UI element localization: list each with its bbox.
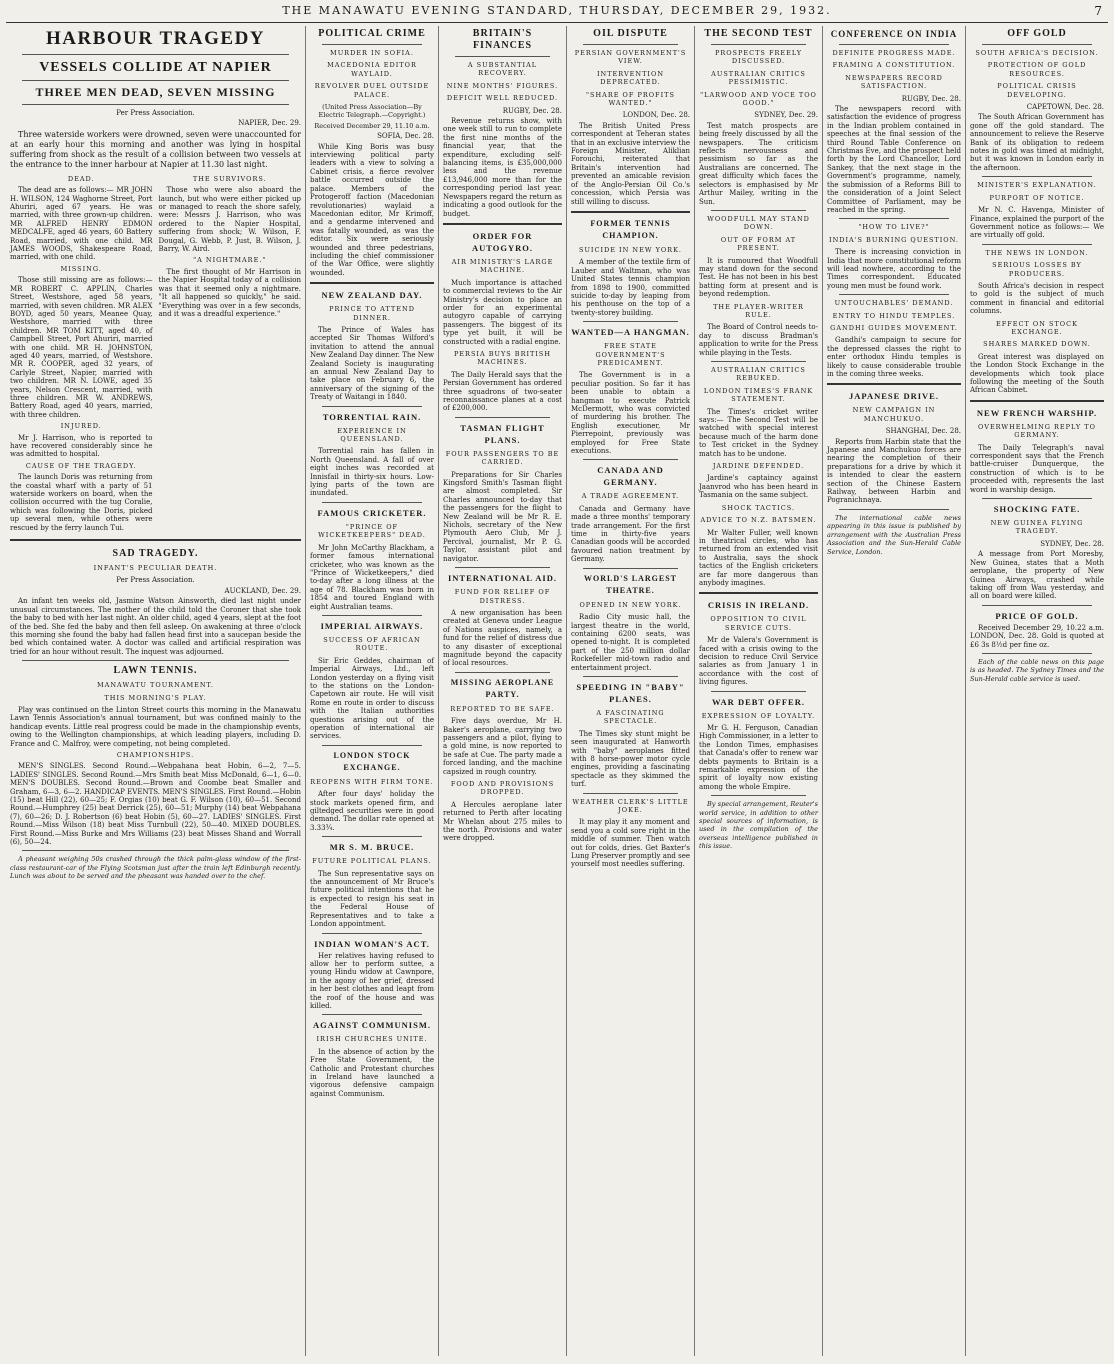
divider — [583, 459, 678, 460]
subhead-how-to-live: "HOW TO LIVE?" — [858, 223, 930, 232]
price-of-gold-text: Received December 29, 10.22 a.m. LONDON, Dec. 28. Gold is quoted at £6 3s 8½d per fine oz. — [970, 623, 1104, 649]
subhead-jardine: JARDINE DEFENDED. — [712, 462, 805, 471]
championships-results: MEN'S SINGLES. Second Round.—Webpahana beat Hobin, 6—2, 7—5. LADIES' SINGLES. Second Round.—Mrs Smith beat Miss McDonald, 6—1, 6—0. MEN'S DOUBLES. Second Round.—Brown and Coombe beat Smaller and Graham, 6—3, 6—2. HANDICAP EVENTS. MEN'S SINGLES. First Round.—Hobin (15) beat Hill (22), 60—25; F. Orgias (10) beat G. F. Wilson (10), 60—51. Second Round.—Humphrey (25) beat Derrick (25), 60—51; Murphy (14) beat Webpahana (7), 60—26; D. J. Robertson (6) beat Hobin (5), 60—27. LADIES' SINGLES. First Round.—Miss Wilson (18) beat Miss Turnbull (22), 50—40. MIXED DOUBLES. First Round.—Miss Burke and Mrs Williams (23) beat Misses Shand and Worrall (6), 50—24. — [10, 762, 301, 847]
divider — [22, 54, 289, 55]
political-crime-text: While King Boris was busy interviewing political party leaders with a view to solving a Cabinet crisis, a fierce revolver battle occurred outside the palace. Members of the Protogeroff faction (Macedonian revolutionaries) waylaid a Macedonian editor, Mr Krimoff, and a gendarme intervened and was fatally wounded, as was the editor. Six were seriously wounded and three pedestrians, including the chief commissioner of the War Office, were slightly wounded. — [310, 142, 434, 277]
subhead-civil-service-cuts: OPPOSITION TO CIVIL SERVICE CUTS. — [710, 615, 807, 632]
subhead-predicament: FREE STATE GOVERNMENT'S PREDICAMENT. — [595, 342, 666, 367]
column-second-test — [695, 26, 823, 1356]
divider — [839, 218, 949, 219]
communism-text: In the absence of action by the Free State Government, the Catholic and Protestant churches in Ireland have launched a vigorous defensive campaign against Communism. — [310, 1047, 434, 1098]
headline-harbour-tragedy: HARBOUR TRAGEDY — [45, 28, 266, 49]
divider — [455, 56, 550, 57]
reuter-footer: By special arrangement, Reuter's world service, in addition to other special sources of information, is used in the compilation of the overseas intelligence published in this issue. — [699, 800, 818, 851]
headline-japanese-drive: JAPANESE DRIVE. — [849, 391, 939, 402]
off-gold-text: The South African Government has gone off the gold standard. The announcement to relieve the Reserve Bank of its obligation to redeem notes in gold was timed at midnight, but it was known in London early in the afternoon. — [970, 113, 1104, 172]
subhead-queensland: EXPERIENCE IN QUEENSLAND. — [337, 426, 407, 444]
headline-crisis-ireland: CRISIS IN IRELAND. — [707, 600, 810, 611]
press-credit: Per Press Association. — [116, 109, 195, 117]
divider — [22, 104, 289, 105]
divider — [322, 836, 422, 837]
injured-heading: INJURED. — [60, 422, 102, 431]
headline-mr-bruce: MR S. M. BRUCE. — [329, 842, 415, 853]
subhead-new-guinea: NEW GUINEA FLYING TRAGEDY. — [990, 519, 1084, 536]
tennis-champion-text: A member of the textile firm of Lauber and Waltman, who was United States tennis champion from 1898 to 1900, committed suicide to-day by leaping from his penthouse on the top of a twenty-storey building. — [571, 258, 690, 317]
autogyro-text: Much importance is attached to commercial reviews to the Air Ministry's decision to place an order for an experimental autogyro capable of carrying passengers. The biggest of its type yet built, it will be constructed with a radial engine. — [443, 278, 562, 346]
critics-text: The Times's cricket writer says:— The Second Test will be watched with special interest because much of the harm done to Test cricket in the Sydney match has to be undone. — [699, 407, 818, 458]
sad-text: An infant ten weeks old, Jasmine Watson Ainsworth, died last night under unusual circumstances. The mother of the child told the Coroner that she took the baby to bed with her last night. An older child, aged 4 years, slept at the foot of the bed. She fed the baby and then fell asleep. On awakening at three o'clock this morning she found the baby had fallen head first into a saucepan beside the bed which contained water. A doctor was called and artificial respiration was tried for an hour without result. The inquest was adjourned. — [10, 597, 301, 656]
divider — [982, 44, 1092, 45]
divider — [455, 417, 550, 418]
divider — [982, 498, 1092, 499]
missing-aeroplane-text: Five days overdue, Mr H. Baker's aeroplane, carrying two passengers and a pilot, flying to a gold mine, is now reported to be safe at Cue. The party made a forced landing, and the machine capsized in rough country. — [443, 717, 562, 776]
headline-former-tennis-champion: FORMER TENNIS CHAMPION. — [590, 218, 671, 240]
intaid-text: A new organisation has been created at Geneva under League of Nations auspices, namely, a fund for the relief of distress due to any disaster of exceptional magnitude beyond the capacity of local resources. — [443, 608, 562, 668]
subhead-this-mornings-play: THIS MORNING'S PLAY. — [104, 693, 207, 702]
subhead-manchukuo: NEW CAMPAIGN IN MANCHUKUO. — [852, 406, 936, 423]
subhead-player-writer: THE PLAYER-WRITER RULE. — [713, 302, 804, 319]
divider — [839, 294, 949, 295]
divider — [711, 361, 806, 362]
subhead-substantial-recovery: A SUBSTANTIAL RECOVERY. — [467, 61, 538, 78]
column-oil-dispute — [567, 26, 695, 1356]
finances-text: Revenue returns show, with one week still to run to complete the first nine months of the financial year, that the expenditure, excluding self-balancing items, is £35,000,000 less and the revenue £13,946,000 more than for the corresponding period last year. Newspapers regard the return as indicating a good outlook for the budget. — [443, 117, 562, 218]
headline-international-aid: INTERNATIONAL AID. — [447, 573, 557, 584]
divider — [839, 44, 949, 45]
headline-conference-india: CONFERENCE ON INDIA — [830, 29, 958, 39]
received-line: Received December 29, 11.10 a.m. — [314, 121, 430, 130]
headline-wanted-hangman: WANTED—A HANGMAN. — [571, 327, 690, 338]
divider — [982, 176, 1092, 177]
subhead-intervention: INTERVENTION DEPRECATED. — [596, 69, 665, 87]
divider — [322, 1014, 422, 1015]
subhead-woodfull: WOODFULL MAY STAND DOWN. — [707, 214, 810, 232]
subhead-editor-waylaid: MACEDONIA EDITOR WAYLAID. — [327, 61, 417, 78]
subhead-out-of-form: OUT OF FORM AT PRESENT. — [720, 235, 797, 253]
divider — [10, 539, 301, 541]
subhead-shock-tactics: SHOCK TACTICS. — [721, 503, 796, 512]
subhead-share-of-profits: "SHARE OF PROFITS WANTED." — [586, 90, 675, 108]
divider — [443, 223, 562, 225]
subhead-untouchables: UNTOUCHABLES' DEMAND. — [834, 299, 954, 308]
headline-britains-finances: BRITAIN'S FINANCES — [472, 28, 533, 51]
championships-heading: CHAMPIONSHIPS. — [116, 750, 195, 759]
headline-famous-cricketer: FAMOUS CRICKETER. — [317, 507, 427, 518]
headline-war-debt: WAR DEBT OFFER. — [711, 696, 805, 707]
ireland-text: Mr de Valera's Government is faced with a crisis owing to the decision to reduce Civil Service salaries as from January 1 in accordance with the cost of living figures. — [699, 636, 818, 687]
divider — [827, 383, 961, 385]
airways-text: Sir Eric Geddes, chairman of Imperial Airways, Ltd., left London yesterday on a flying visit to the stations on the London-Capetown air route. He will visit Rome en route in order to discuss with the Italian authorities questions arising out of the operation of international air services. — [310, 656, 434, 741]
dateline: RUGBY, Dec. 28. — [901, 94, 961, 103]
dateline: NAPIER, Dec. 29. — [238, 119, 301, 128]
subhead-stock-exchange: EFFECT ON STOCK EXCHANGE. — [996, 319, 1078, 336]
cause-heading: CAUSE OF THE TRAGEDY. — [25, 461, 137, 470]
subhead-times-statement: LONDON TIMES'S FRANK STATEMENT. — [703, 386, 814, 404]
newspaper-page — [6, 4, 1108, 1356]
headline-sad-tragedy: SAD TRAGEDY. — [112, 548, 199, 560]
nightmare-text: The first thought of Mr Harrison in the Napier Hospital today of a collision was that it seemed only a nightmare. "It all happened so quickly," he said. "Everything was over in a few seconds, and it was a dreadful experience." — [158, 267, 301, 318]
subhead-suicide: SUICIDE IN NEW YORK. — [579, 245, 682, 254]
injured-text: Mr J. Harrison, who is reported to have recovered considerably since he was admitted to hospital. — [10, 433, 153, 459]
cause-text: The launch Doris was returning from the coastal wharf with a party of 51 waterside workers on board, when the collision occurred with the tug Coralie, which was following the Doris, picked up several men, while others were rescued by the ferry launch Tui. — [10, 473, 153, 532]
dateline: SYDNEY, Dec. 29. — [754, 111, 818, 120]
survivors-heading: THE SURVIVORS. — [192, 174, 267, 183]
missing-list: Those still missing are as follows:— MR ROBERT C. APPLIN, Charles Street, Westshore, aged 58 years, married, with seven children. MR ALEX BOYD, aged 50 years, Meanee Quay, Westshore, married with three children. MR TOM KITT, aged 40, of Campbell Street, Port Ahuriri, married with one child. MR H. JOHNSTON, aged 40 years, married, of Westshore. MR R. COOPER, aged 32 years, of Carlyle Street, Napier, married with two children. MR N. LOWE, aged 35 years, Nelson Crescent, married, with three children. MR W. ANDREWS, Battery Road, aged 40 years, married, with three children. — [10, 276, 153, 419]
divider — [839, 509, 949, 510]
missing-heading: MISSING. — [60, 264, 102, 273]
page-number: 7 — [1094, 4, 1102, 18]
subhead-firm-tone: REOPENS WITH FIRM TONE. — [310, 777, 434, 786]
divider — [22, 660, 289, 661]
divider — [583, 676, 678, 677]
subhead-prospects: PROSPECTS FREELY DISCUSSED. — [714, 49, 803, 66]
subhead-south-africa: SOUTH AFRICA'S DECISION. — [975, 49, 1099, 57]
woodfull-text: It is rumoured that Woodfull may stand down for the second Test. He has not been in his best batting form at present and is beyond redemption. — [699, 256, 818, 299]
subhead-four-passengers: FOUR PASSENGERS TO BE CARRIED. — [445, 449, 560, 467]
headline-torrential-rain: TORRENTIAL RAIN. — [322, 411, 422, 422]
subhead-reply-germany: OVERWHELMING REPLY TO GERMANY. — [978, 422, 1096, 440]
divider — [322, 745, 422, 746]
headline-imperial-airways: IMPERIAL AIRWAYS. — [320, 620, 424, 631]
india-text: The newspapers record with satisfaction the evidence of progress in the Indian problem contained in speeches at the final session of the third Round Table Conference on Christmas Eve, and the prospect held forth by the Lord Chancellor, Lord Sankey, that the next stage in the Government's programme, namely, the submission of a Reforms Bill to the consideration of a Joint Select Committee of Parliament, may be reached in the spring. — [827, 105, 961, 214]
divider — [711, 210, 806, 211]
subhead-burning-question: INDIA'S BURNING QUESTION. — [829, 235, 959, 244]
subhead-irish-churches: IRISH CHURCHES UNITE. — [316, 1035, 428, 1044]
theatre-text: Radio City music hall, the largest theatre in the world, containing 6200 seats, was opened to-night. It is completed part of the 250 million dollar Rockefeller mid-town radio and entertainment project. — [571, 613, 690, 672]
weather-clerk-text: It may play it any moment and send you a cold sore right in the middle of summer. Then watch out for colds, dries. Get Baxter's Lung Preserver promptly and see yourself most needles suffering. — [571, 818, 690, 869]
subhead-infant-death: INFANT'S PECULIAR DEATH. — [93, 564, 218, 573]
headline-political-crime: POLITICAL CRIME — [318, 28, 426, 39]
subhead-critics-pessimistic: AUSTRALIAN CRITICS PESSIMISTIC. — [711, 69, 806, 87]
nightmare-heading: "A NIGHTMARE." — [193, 256, 267, 265]
divider — [970, 400, 1104, 402]
divider — [310, 282, 434, 284]
headline-vessels-collide: VESSELS COLLIDE AT NAPIER — [39, 60, 272, 75]
headline-baby-planes: SPEEDING IN "BABY" PLANES. — [576, 681, 685, 704]
dateline: SYDNEY, Dec. 28. — [1040, 539, 1104, 548]
subhead-purport: PURPORT OF NOTICE. — [989, 193, 1085, 202]
subhead-political-plans: FUTURE POLITICAL PLANS. — [312, 857, 432, 866]
subhead-larwood-voce: "LARWOOD AND VOCE TOO GOOD." — [700, 90, 817, 108]
divider — [982, 653, 1092, 654]
headline-oil-dispute: OIL DISPUTE — [593, 28, 668, 39]
subhead-food-dropped: FOOD AND PROVISIONS DROPPED. — [450, 780, 555, 797]
divider — [322, 502, 422, 503]
column-conference-india — [823, 26, 966, 1356]
subhead-news-london: THE NEWS IN LONDON. — [985, 248, 1089, 257]
shocking-fate-text: A message from Port Moresby, New Guinea, states that a Moth aeroplane, the property of New Guinea Airways, crashed while taking off from Wau yesterday, and all on board were killed. — [970, 550, 1104, 601]
stock-exchange-text: After four days' holiday the stock markets opened firm, and giltedged securities were in good demand. The dollar rate opened at 3.33¾. — [310, 790, 434, 832]
headline-indian-woman: INDIAN WOMAN'S ACT. — [314, 938, 430, 949]
lawn-tennis-text: Play was continued on the Linton Street courts this morning in the Manawatu Lawn Tennis Association's annual tournament, but was confined mainly to the handicap events. Little real progress could be made in the championship events, owing to the Wellington championships, at which leading players, including D. France and C. Malfroy, were competing, not being completed. — [10, 705, 301, 748]
headline-new-zealand-day: NEW ZEALAND DAY. — [321, 290, 423, 301]
japan-text: Reports from Harbin state that the Japanese and Manchukuo forces are nearing the completion of their preparations for a drive by which it is intended to clear the eastern section of the Chinese Eastern Railway, between Harbin and Pogranichnaya. — [827, 437, 961, 505]
headline-off-gold: OFF GOLD — [1007, 28, 1067, 39]
dateline: SOFIA, Dec. 28. — [377, 132, 434, 141]
subhead-critics-rebuked: AUSTRALIAN CRITICS REBUKED. — [711, 366, 806, 383]
subhead-fascinating-spectacle: A FASCINATING SPECTACLE. — [596, 708, 665, 726]
subhead-constitution: FRAMING A CONSTITUTION. — [832, 61, 956, 70]
cable-footer: Each of the cable news on this page is as headed. The Sydney Times and the Sun-Herald cable service is used. — [970, 657, 1104, 683]
dateline: SHANGHAI, Dec. 28. — [885, 427, 961, 436]
headline-three-men-dead: THREE MEN DEAD, SEVEN MISSING — [35, 85, 276, 99]
divider — [583, 321, 678, 322]
subhead-relief-of-distress: FUND FOR RELIEF OF DISTRESS. — [454, 588, 551, 605]
subhead-hindu-temples: ENTRY TO HINDU TEMPLES. — [832, 311, 956, 320]
headline-missing-aeroplane: MISSING AEROPLANE PARTY. — [450, 677, 555, 699]
subhead-prince-dinner: PRINCE TO ATTEND DINNER. — [329, 305, 415, 322]
subhead-african-route: SUCCESS OF AFRICAN ROUTE. — [323, 635, 421, 653]
dateline: LONDON, Dec. 28. — [622, 111, 690, 120]
canada-text: Canada and Germany have made a three months' temporary trade arrangement. For the first time in thirty-five years Canadian goods will be accorded favoured nation treatment by Germany. — [571, 504, 690, 564]
headline-french-warship: NEW FRENCH WARSHIP. — [976, 407, 1098, 418]
headline-price-of-gold: PRICE OF GOLD. — [995, 610, 1079, 621]
divider — [583, 568, 678, 569]
player-writer-text: The Board of Control needs to-day to discuss Bradman's application to write for the Press while playing in the Tests. — [699, 323, 818, 357]
rain-text: Torrential rain has fallen in North Queensland. A fall of over eight inches was recorded at Innisfail in thirty-six hours. Low-lying parts of the town are inundated. — [310, 447, 434, 498]
divider — [22, 80, 289, 81]
masthead — [6, 4, 1108, 23]
war-debt-text: Mr G. H. Ferguson, Canadian High Commissioner, in a letter to the London Times, emphasises that Canada's offer to renew war debts payments to Britain is a remarkable expression of the spirit of loyalty now existing among the whole Empire. — [699, 724, 818, 791]
headline-canada-germany: CANADA AND GERMANY. — [597, 465, 664, 488]
divider — [322, 44, 422, 45]
subhead-wicketkeepers: "PRINCE OF WICKETKEEPERS" DEAD. — [318, 522, 426, 540]
headline-against-communism: AGAINST COMMUNISM. — [313, 1020, 431, 1031]
headline-london-stock-exchange: LONDON STOCK EXCHANGE. — [333, 750, 411, 772]
press-credit: Per Press Association. — [116, 576, 195, 585]
subhead-persian-view: PERSIAN GOVERNMENT'S VIEW. — [574, 49, 687, 66]
divider — [322, 933, 422, 934]
tasman-text: Preparations for Sir Charles Kingsford Smith's Tasman flight are almost completed. Sir Charles announced to-day that the passengers for the flight to New Zealand will be Mr R. E. Nichols, secretary of the New Plymouth Aero Club, Mr J. Percival, journalist, Mr P. G. Taylor, assistant pilot and navigator. — [443, 470, 562, 563]
subhead-loyalty: EXPRESSION OF LOYALTY. — [701, 711, 816, 720]
subhead-shares-down: SHARES MARKED DOWN. — [983, 340, 1091, 349]
cable-footer: The international cable news appearing in this issue is published by arrangement with the Australian Press Association and the Sun-Herald Cable Service, London. — [827, 513, 961, 556]
headline-shocking-fate: SHOCKING FATE. — [993, 504, 1081, 515]
headline-largest-theatre: WORLD'S LARGEST THEATRE. — [583, 573, 678, 595]
divider — [699, 592, 818, 594]
shock-tactics-text: Mr Walter Fuller, well known in theatrical circles, who has returned from an extended visit to Australia, says the shock tactics of the English cricketers are far more dangerous than anybody imagines. — [699, 528, 818, 587]
dead-heading: DEAD. — [67, 174, 95, 183]
subhead-gold-resources: PROTECTION OF GOLD RESOURCES. — [987, 61, 1087, 78]
oil-dispute-text: The British United Press correspondent at Teheran states that in an exclusive interview the Foreign Minister, Aliklian Forouchi, reiterated that Britain's intervention had prevented an amicable revision of the Anglo-Persian Oil Co.'s concession, which Persia was still willing to discuss. — [571, 121, 690, 206]
minister-text: Mr N. C. Havenga, Minister of Finance, explained the purport of the Government notice as follows:— We are virtually off gold. — [970, 206, 1104, 240]
subhead-nine-months: NINE MONTHS' FIGURES. — [446, 81, 559, 90]
dateline: CAPETOWN, Dec. 28. — [1026, 103, 1104, 112]
subhead-weather-clerk: WEATHER CLERK'S LITTLE JOKE. — [572, 797, 689, 814]
column-harbour-tragedy — [6, 26, 306, 1356]
hangman-text: The Government is in a peculiar position. So far it has been unable to obtain a hangman to execute Patrick McDermott, who was convicted of murdering his brother. The English executioner, Mr Pierrepoint, previously was employed for Free State executions. — [571, 371, 690, 456]
warship-text: The Daily Telegraph's naval correspondent says that the French battle-cruiser Dunquerque, the construction of which is to be proceeded with, represents the last word in warship design. — [970, 443, 1104, 494]
subhead-murder-in-sofia: MURDER IN SOFIA. — [330, 49, 414, 57]
headline-second-test: THE SECOND TEST — [704, 28, 813, 39]
divider — [322, 615, 422, 616]
subhead-deficit-reduced: DEFICIT WELL REDUCED. — [446, 94, 559, 103]
dateline: AUCKLAND, Dec. 29. — [224, 586, 301, 595]
subhead-satisfaction: NEWSPAPERS RECORD SATISFACTION. — [845, 73, 943, 91]
masthead-title: THE MANAWATU EVENING STANDARD, THURSDAY, DECEMBER 29, 1932. — [282, 4, 832, 17]
subhead-gandhi: GANDHI GUIDES MOVEMENT. — [830, 323, 958, 332]
subhead-minister: MINISTER'S EXPLANATION. — [977, 181, 1097, 190]
divider — [711, 795, 806, 796]
subhead-trade-agreement: A TRADE AGREEMENT. — [581, 492, 680, 501]
survivors-text: Those who were also aboard the launch, but who were either picked up or managed to reach the shore safely, were: Messrs J. Harrison, who was ordered to the Napier Hospital, suffering from shock; W. Wilson, F. Dougal, G. Webb, P. Just, B. Wilson, J. Barry, W. Aird. — [158, 186, 301, 254]
subhead-air-ministry: AIR MINISTRY'S LARGE MACHINE. — [451, 257, 554, 275]
headline-lawn-tennis: LAWN TENNIS. — [113, 665, 198, 677]
divider — [583, 44, 678, 45]
persia-text: The Daily Herald says that the Persian Government has ordered three squadrons of two-seater reconnaissance planes at a cost of £200,000. — [443, 370, 562, 413]
subhead-manawatu-tournament: MANAWATU TOURNAMENT. — [97, 681, 214, 690]
subhead-losses: SERIOUS LOSSES BY PRODUCERS. — [992, 261, 1082, 278]
divider — [982, 605, 1092, 606]
divider — [455, 567, 550, 568]
pheasant-item: A pheasant weighing 50s crashed through the thick palm-glass window of the first-class restaurant-car of the Flying Scotsman just after the train left Edinburgh recently. Lunch was about to be served and the pheasant was handed over to the chef. — [10, 855, 301, 881]
subhead-political-crisis: POLITICAL CRISIS DEVELOPING. — [997, 82, 1077, 99]
subhead-revolver-duel: REVOLVER DUEL OUTSIDE PALACE. — [314, 82, 430, 99]
subhead-advice-batsmen: ADVICE TO N.Z. BATSMEN. — [700, 516, 817, 525]
headline-order-for-autogyro: ORDER FOR AUTOGYRO. — [471, 230, 534, 253]
column-political-crime — [306, 26, 439, 1356]
subhead-opened-new-york: OPENED IN NEW YORK. — [579, 600, 682, 609]
divider — [455, 672, 550, 673]
subhead-reported-safe: REPORTED TO BE SAFE. — [450, 704, 555, 713]
dead-list: The dead are as follows:— MR JOHN H. WILSON, 124 Waghorne Street, Port Ahuriri, aged 67 years. He was married, with three grown-up children. MR ALFRED HENRY EDMON MEDCALFE, aged 46 years, 60 Battery Road, married, with one child. MR JAMES WOODS, Shakespeare Road, married, with one child. — [10, 186, 153, 262]
indian-woman-text: Her relatives having refused to allow her to perform suttee, a young Hindu widow at Cawnpore, in the agony of her grief, dressed in her best clothes and leapt from the roof of the house and was killed. — [310, 951, 434, 1010]
column-off-gold — [966, 26, 1108, 1356]
bruce-text: The Sun representative says on the announcement of Mr Bruce's future political intentions that he is expected to resign his seat in the Federal House of Representatives and to take a London appointment. — [310, 869, 434, 929]
divider — [583, 793, 678, 794]
cricketer-text: Mr John McCarthy Blackham, a former famous international cricketer, who was known as the "Prince of Wicketkeepers," died to-day after a long illness at the age of 78. Blackham was born in 1854 and toured England with eight Australian teams. — [310, 543, 434, 611]
column-britains-finances — [439, 26, 567, 1356]
baby-planes-text: The Times sky stunt might be seen inaugurated at Hanworth with "baby" aeroplanes fitted with 8 horse-power motor cycle engines, providing a fascinating spectacle as they skimmed the turf. — [571, 729, 690, 789]
food-text: A Hercules aeroplane later returned to Perth after locating Mr Whelan about 275 miles to the north. Provisions and water were dropped. — [443, 800, 562, 843]
dateline: RUGBY, Dec. 28. — [502, 106, 562, 115]
jardine-text: Jardine's captaincy against Jaanvrod who has been heard in Tasmania on the same subject. — [699, 474, 818, 500]
divider — [571, 211, 690, 213]
subhead-persia-buys: PERSIA BUYS BRITISH MACHINES. — [453, 349, 552, 367]
headline-tasman-flight: TASMAN FLIGHT PLANS. — [460, 422, 545, 445]
divider — [322, 406, 422, 407]
nz-day-text: The Prince of Wales has accepted Sir Thomas Wilford's invitation to attend the annual New Zealand Day dinner. The New Zealand Society is inaugurating an annual New Zealand Day to take place on February 6, the anniversary of the signing of the Treaty of Waitangi in 1840. — [310, 325, 434, 402]
shares-text: Great interest was displayed on the London Stock Exchange in the developments which took place following the meeting of the South African Cabinet. — [970, 352, 1104, 395]
subhead-progress: DEFINITE PROGRESS MADE. — [832, 49, 956, 57]
how-to-live-text: There is increasing conviction in India that more constitutional reform will lead nowhere, according to the Times correspondent. Educated young men must be found work. — [827, 248, 961, 290]
news-london-text: South Africa's decision in respect to gold is the subject of much comment in financial and editorial columns. — [970, 281, 1104, 316]
second-test-text: Test match prospects are being freely discussed by all the newspapers. The criticism reflects nervousness and pessimism so far as the Australians are concerned. The great difficulty which faces the selectors is emphasised by Mr Arthur Mailey, writing in the Sun. — [699, 121, 818, 206]
lead-paragraph: Three waterside workers were drowned, seven were unaccounted for at an early hour this morning and another was lying in hospital suffering from shock as the result of a collision between two vessels at the entrance to the inner harbour at Napier at 11.30 last night. — [10, 129, 301, 169]
press-credit: (United Press Association—By Electric Telegraph.—Copyright.) — [318, 103, 426, 120]
divider — [982, 244, 1092, 245]
divider — [22, 850, 289, 851]
divider — [711, 44, 806, 45]
untouchables-text: Gandhi's campaign to secure for the depressed classes the right to enter orthodox Hindu temples is likely to cause considerable trouble in the coming three weeks. — [827, 336, 961, 378]
divider — [711, 691, 806, 692]
